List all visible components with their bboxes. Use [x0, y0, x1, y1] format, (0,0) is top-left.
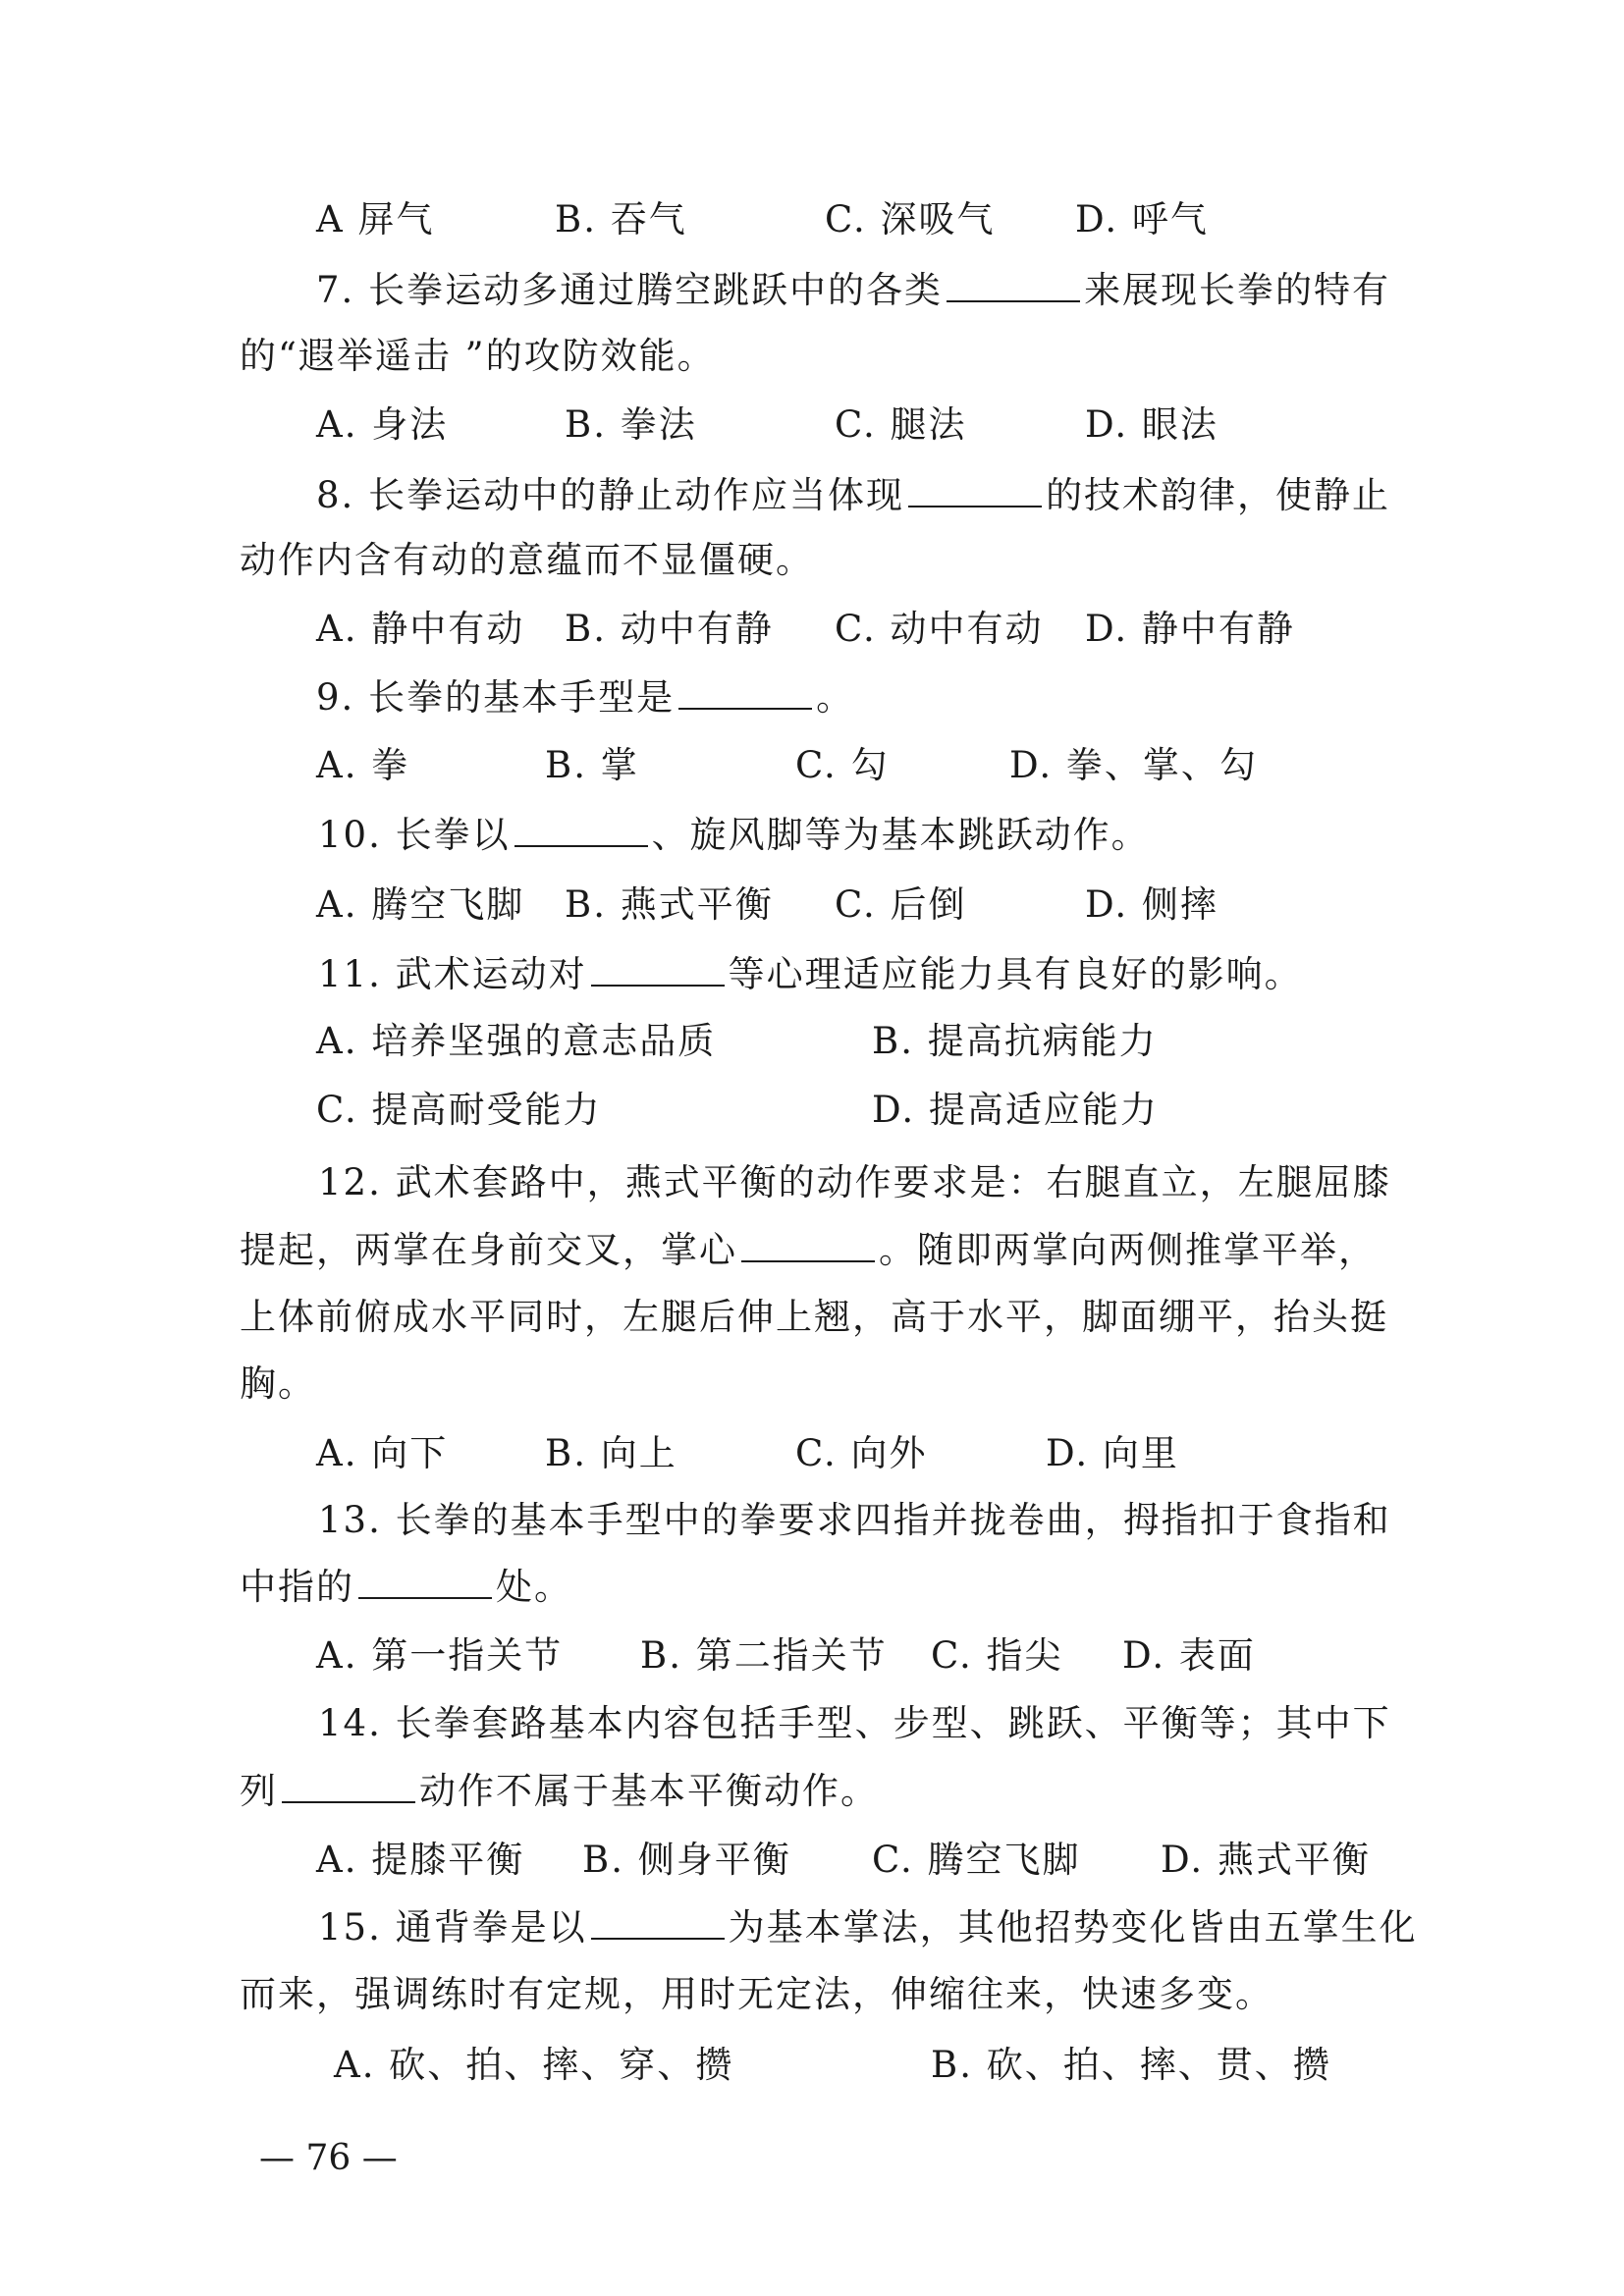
q9-option-b: B. 掌 — [545, 744, 639, 786]
question-8-line-1: 8. 长拳运动中的静止动作应当体现 的技术韵律，使静止 — [316, 474, 1391, 516]
question-12-line-3: 上体前俯成水平同时，左腿后伸上翘，高于水平，脚面绷平，抬头挺 — [240, 1296, 1388, 1338]
q8-option-b: B. 动中有静 — [565, 608, 774, 650]
answer-blank — [741, 1235, 875, 1262]
answer-blank — [358, 1572, 492, 1599]
question-13-line-2: 中指的 处。 — [240, 1566, 572, 1608]
question-14-line-2: 列 动作不属于基本平衡动作。 — [240, 1770, 879, 1812]
q13-option-a: A. 第一指关节 — [316, 1634, 564, 1677]
question-7-line-2: 的“遐举遥击 ”的攻防效能。 — [240, 335, 716, 377]
answer-blank — [678, 682, 812, 710]
q13-option-d: D. 表面 — [1122, 1634, 1256, 1677]
q14-option-d: D. 燕式平衡 — [1161, 1839, 1371, 1881]
answer-blank — [947, 275, 1080, 302]
answer-blank — [908, 480, 1042, 507]
q8-option-a: A. 静中有动 — [316, 608, 525, 650]
answer-blank — [514, 820, 648, 847]
question-15-line-2: 而来，强调练时有定规，用时无定法，伸缩往来，快速多变。 — [240, 1973, 1273, 2015]
question-13-line-1: 13. 长拳的基本手型中的拳要求四指并拢卷曲，拇指扣于食指和 — [318, 1499, 1391, 1541]
prev-option-b: B. 吞气 — [555, 198, 687, 240]
q11-option-d: D. 提高适应能力 — [872, 1089, 1159, 1131]
question-12-line-2: 提起，两掌在身前交叉，掌心 。随即两掌向两侧推掌平举， — [240, 1229, 1377, 1271]
q10-option-a: A. 腾空飞脚 — [316, 883, 525, 926]
q7-option-a: A. 身法 — [316, 403, 449, 446]
q12-option-d: D. 向里 — [1046, 1432, 1179, 1474]
q7-option-b: B. 拳法 — [565, 403, 697, 446]
q12-option-a: A. 向下 — [316, 1432, 449, 1474]
q10-option-d: D. 侧摔 — [1085, 883, 1218, 926]
answer-blank — [591, 1912, 725, 1940]
q15-option-a: A. 砍、拍、摔、穿、攒 — [334, 2044, 734, 2086]
q8-option-d: D. 静中有静 — [1085, 608, 1295, 650]
q15-option-b: B. 砍、拍、摔、贯、攒 — [931, 2044, 1331, 2086]
page-number: — 76 — — [259, 2138, 398, 2178]
q13-option-c: C. 指尖 — [931, 1634, 1063, 1677]
q12-option-b: B. 向上 — [545, 1432, 677, 1474]
question-15-line-1: 15. 通背拳是以 为基本掌法，其他招势变化皆由五掌生化 — [318, 1906, 1418, 1949]
prev-option-d: D. 呼气 — [1075, 198, 1209, 240]
q9-option-c: C. 勾 — [795, 744, 890, 786]
q9-option-a: A. 拳 — [316, 744, 410, 786]
prev-option-a: A 屏气 — [316, 198, 435, 240]
q10-option-c: C. 后倒 — [835, 883, 967, 926]
q10-option-b: B. 燕式平衡 — [565, 883, 774, 926]
q7-option-d: D. 眼法 — [1085, 403, 1218, 446]
answer-blank — [591, 959, 725, 987]
q11-option-c: C. 提高耐受能力 — [316, 1089, 602, 1131]
q14-option-b: B. 侧身平衡 — [582, 1839, 791, 1881]
question-7-line-1: 7. 长拳运动多通过腾空跳跃中的各类 来展现长拳的特有 — [316, 269, 1391, 311]
question-12-line-4: 胸。 — [240, 1362, 316, 1405]
q12-option-c: C. 向外 — [795, 1432, 928, 1474]
prev-option-c: C. 深吸气 — [825, 198, 996, 240]
q14-option-a: A. 提膝平衡 — [316, 1839, 525, 1881]
question-10-line-1: 10. 长拳以 、旋风脚等为基本跳跃动作。 — [318, 814, 1150, 856]
question-14-line-1: 14. 长拳套路基本内容包括手型、步型、跳跃、平衡等；其中下 — [318, 1702, 1391, 1744]
q7-option-c: C. 腿法 — [835, 403, 967, 446]
question-11-line-1: 11. 武术运动对 等心理适应能力具有良好的影响。 — [318, 953, 1303, 995]
question-8-line-2: 动作内含有动的意蕴而不显僵硬。 — [240, 539, 814, 581]
q13-option-b: B. 第二指关节 — [640, 1634, 888, 1677]
q14-option-c: C. 腾空飞脚 — [872, 1839, 1081, 1881]
q9-option-d: D. 拳、掌、勾 — [1009, 744, 1258, 786]
answer-blank — [282, 1776, 415, 1803]
q11-option-b: B. 提高抗病能力 — [872, 1020, 1158, 1062]
question-12-line-1: 12. 武术套路中，燕式平衡的动作要求是：右腿直立，左腿屈膝 — [318, 1161, 1391, 1203]
question-9-line-1: 9. 长拳的基本手型是 。 — [316, 676, 855, 719]
q11-option-a: A. 培养坚强的意志品质 — [316, 1020, 717, 1062]
q8-option-c: C. 动中有动 — [835, 608, 1044, 650]
